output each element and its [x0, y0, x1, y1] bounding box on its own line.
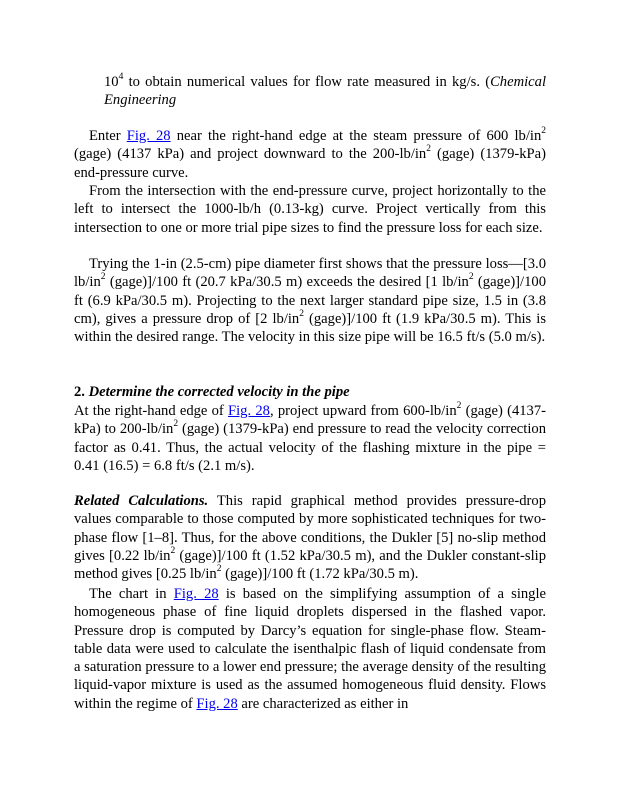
fig-28-link[interactable]: Fig. 28 [173, 586, 219, 602]
paragraph-enter-fig [74, 127, 546, 182]
superscript: 2 [456, 401, 462, 412]
text-run: The chart in [89, 586, 174, 602]
text-run: (gage) (1379-kPa) end pressure to read the velocity correction factor as 0.41. Thus, the actual velocity of the flashing mixture in the pipe = 0.41 (16.5) = 6.8 ft/s (2.1 m/s). [74, 421, 546, 474]
superscript: 2 [468, 272, 474, 283]
related-calculations-heading: Related Calculations. [74, 493, 209, 509]
text-run: (gage) (1379-kPa) end-pressure curve. [74, 146, 546, 181]
step-2-heading [74, 383, 546, 401]
paragraph-intersection: From the intersection with the end-pressure curve, project horizontally to the left to intersect the 1000-lb/h (0.13-kg) curve. Project vertically from this intersection to one or more trial pipe sizes to find the pressure loss for each size. [74, 183, 546, 236]
text-run: 10 [104, 74, 119, 90]
superscript: 2 [426, 144, 431, 155]
paragraph-related-calculations [74, 492, 546, 583]
superscript: 2 [299, 309, 304, 320]
text-run: (gage)]/100 ft (1.9 kPa/30.5 m). This is within the desired range. The velocity in this size pipe will be 16.5 ft/s (5.0 m/s). [74, 310, 546, 346]
step-title: Determine the corrected velocity in the pipe [88, 384, 350, 400]
top-fragment [104, 73, 546, 110]
text-run: (gage)]/100 ft (1.72 kPa/30.5 m). [221, 566, 419, 583]
text-run: (gage)]/100 ft (1.52 kPa/30.5 m), and the Dukler constant-slip method gives [0.25 lb/in [74, 547, 546, 583]
text-run: , project upward from 600-lb/in [269, 403, 457, 419]
fig-28-link[interactable]: Fig. 28 [228, 403, 270, 419]
text-run: (gage)]/100 ft (20.7 kPa/30.5 m) exceeds the desired [1 lb/in [105, 274, 469, 291]
text-run: (gage) (4137-kPa) to 200-lb/in [74, 403, 547, 438]
text-run: This rapid graphical method provides pressure-drop values comparable to those computed by more sophisticated techniques for two-phase flow [1–8]. Thus, for the above conditions, the Dukler [5] no-slip method gives [0.22 lb/in [74, 493, 546, 564]
step-number: 2. [74, 384, 89, 400]
superscript: 2 [173, 419, 179, 430]
text-run: Enter [89, 128, 127, 144]
superscript: 2 [170, 546, 176, 557]
superscript: 2 [541, 126, 546, 137]
text-run: to obtain numerical values for flow rate measured in kg/s. ( [123, 74, 491, 90]
fig-28-link[interactable]: Fig. 28 [196, 695, 238, 712]
text-run: (gage) (4137 kPa) and project downward to the 200-lb/in [74, 146, 427, 163]
text-run: are characterized as either in [237, 695, 409, 712]
source-citation: Chemical Engineering [104, 74, 546, 109]
text-run: At the right-hand edge of [74, 403, 229, 419]
text-run: near the right-hand edge at the steam pressure of 600 lb/in [170, 128, 542, 144]
paragraph-step-2 [74, 402, 546, 475]
superscript: 2 [216, 564, 222, 575]
text-run: Trying the 1-in (2.5-cm) pipe diameter first shows that the pressure loss—[3.0 lb/in [74, 256, 546, 291]
fig-28-link[interactable]: Fig. 28 [126, 128, 171, 144]
superscript: 4 [118, 72, 124, 83]
text-run: is based on the simplifying assumption of a single homogeneous phase of fine liquid droplets dispersed in the flashed vapor. Pressure drop is computed by Darcy’s equation for single-phase flow. Steam-table data were used to calculate the isenthalpic flash of liquid condensate from a saturation pressure to a lower end pressure; the average density of the resulting liquid-vapor mixture is used as the assumed homogeneous fluid density. Flows within the regime of [74, 586, 547, 712]
superscript: 2 [100, 272, 106, 283]
text-run: (gage)]/100 ft (6.9 kPa/30.5 m). Projecting to the next larger standard pipe size, 1.5 in (3.8 cm), gives a pressure drop of [2 lb/in [74, 274, 546, 327]
paragraph-chart-basis [74, 585, 546, 713]
paragraph-trial-pipe [74, 255, 546, 346]
